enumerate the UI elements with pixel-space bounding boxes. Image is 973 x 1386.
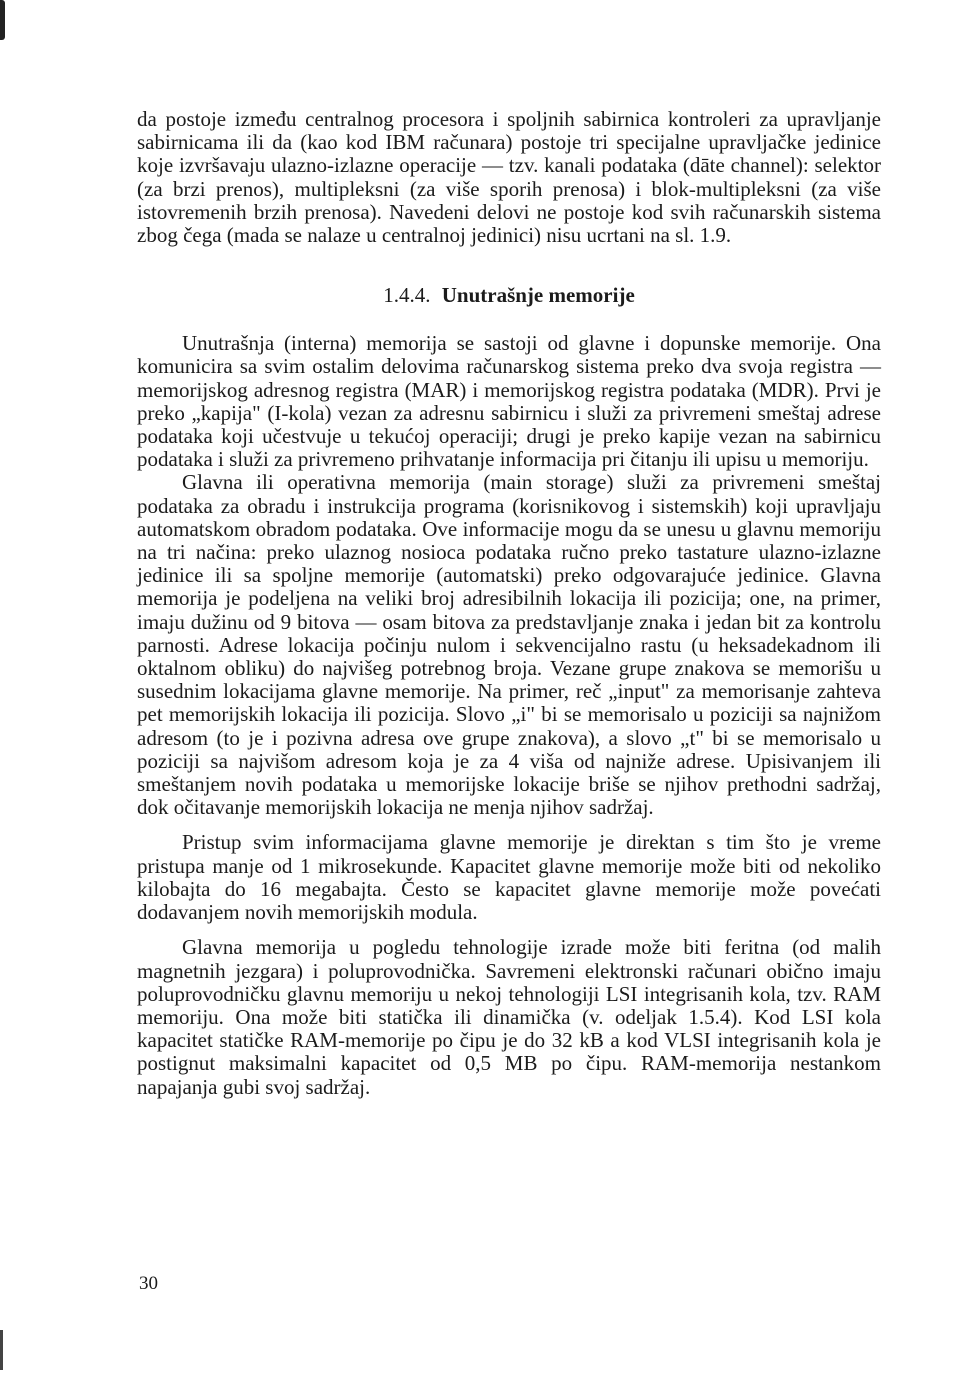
paragraph-continued: da postoje između centralnog procesora i spoljnih sabirnica kontroleri za upravljanje sabirnicama ili da (kao kod IBM računara) postoje tri specijalne upravljačke jedinice koje izvršavaju ulazno-izlazne operacije — tzv. kanali podataka (dāte channel): selektor (za brzi prenos), multipleksni (za više sporih prenosa) i blok-multipleksni (za više istovremenih brzih prenosa). Navedeni delovi ne postoje kod svih računarskih sistema zbog čega (mada se nalaze u centralnoj jedinici) nisu ucrtani na sl. 1.9. [137, 107, 881, 248]
paragraph-main-memory: Glavna ili operativna memorija (main storage) služi za privremeni smeštaj podataka za obradu i instrukcija programa (korisnikovog i sistemskih) koji upravljaju automatskom obradom podataka. Ove informacije mogu da se unesu u glavnu memoriju na tri načina: preko ulaznog nosioca podataka ručno preko tastature ulazno-izlazne jedinice ili sa spoljne memorije (automatski) preko odgovarajuće jedinice. Glavna memorija je podeljena na veliki broj adresibilnih lokacija ili pozicija; one, na primer, imaju dužinu od 9 bitova — osam bitova za predstavljanje znaka i jedan bit za kontrolu parnosti. Adrese lokacija počinju nulom i sekvencijalno rastu (u heksadekadnom ili oktalnom obliku) do najvišeg potrebnog broja. Vezane grupe znakova se memorišu u susednim lokacijama glavne memorije. Na primer, reč „input" za memorisanje zahteva pet memorijskih lokacija ili pozicija. Slovo „i" bi se memorisalo u poziciji sa najnižom adresom (to je i pozivna adresa ove grupe znakova), a slovo „t" bi se memorisalo u poziciji sa najvišom adresom koja je za 4 viša od najniže adrese. Upisivanjem ili smeštanjem novih podataka u memorijske lokacije briše se njihov prethodni sadržaj, dok očitavanje memorijskih lokacija ne menja njihov sadržaj. [137, 470, 881, 820]
paragraph-internal-memory: Unutrašnja (interna) memorija se sastoji od glavne i dopunske memorije. Ona komunicira sa svim ostalim delovima računarskog sistema preko dva svoja registra — memorijskog adresnog registra (MAR) i memorijskog registra podataka (MDR). Prvi je preko „kapija" (I-kola) vezan za adresnu sabirnicu i služi za privremeni smeštaj adrese podataka koji učestvuje u tekućoj operaciji; drugi je preko kapije vezan na sabirnicu podataka i služi za privremeno prihvatanje informacija pri čitanju ili upisu u memoriju. [137, 331, 881, 472]
page-number: 30 [139, 1273, 158, 1294]
paragraph-access: Pristup svim informacijama glavne memorije je direktan s tim što je vreme pristupa manje od 1 mikrosekunde. Kapacitet glavne memorije može biti od nekoliko kilobajta do 16 megabajta. Često se kapacitet glavne memorije može povećati dodavanjem novih memorijskih modula. [137, 830, 881, 925]
page-body [137, 108, 881, 1099]
scan-edge-mark-bottom [0, 1330, 3, 1370]
paragraph-technology: Glavna memorija u pogledu tehnologije izrade može biti feritna (od malih magnetnih jezgara) i poluprovodnička. Savremeni elektronski računari obično imaju poluprovodničku glavnu memoriju u nekoj tehnologiji LSI integrisanih kola, tzv. RAM memoriju. Ona može biti statička ili dinamička (v. odeljak 1.5.4). Kod LSI kola kapacitet statičke RAM-memorije po čipu je do 32 kB a kod VLSI integrisanih kola je postignut maksimalni kapacitet od 0,5 MB po čipu. RAM-memorija nestankom napajanja gubi svoj sadržaj. [137, 935, 881, 1099]
section-number: 1.4.4. [383, 283, 431, 308]
section-heading [137, 283, 881, 307]
section-title: Unutrašnje memorije [441, 283, 635, 308]
scan-edge-mark [0, 0, 5, 40]
